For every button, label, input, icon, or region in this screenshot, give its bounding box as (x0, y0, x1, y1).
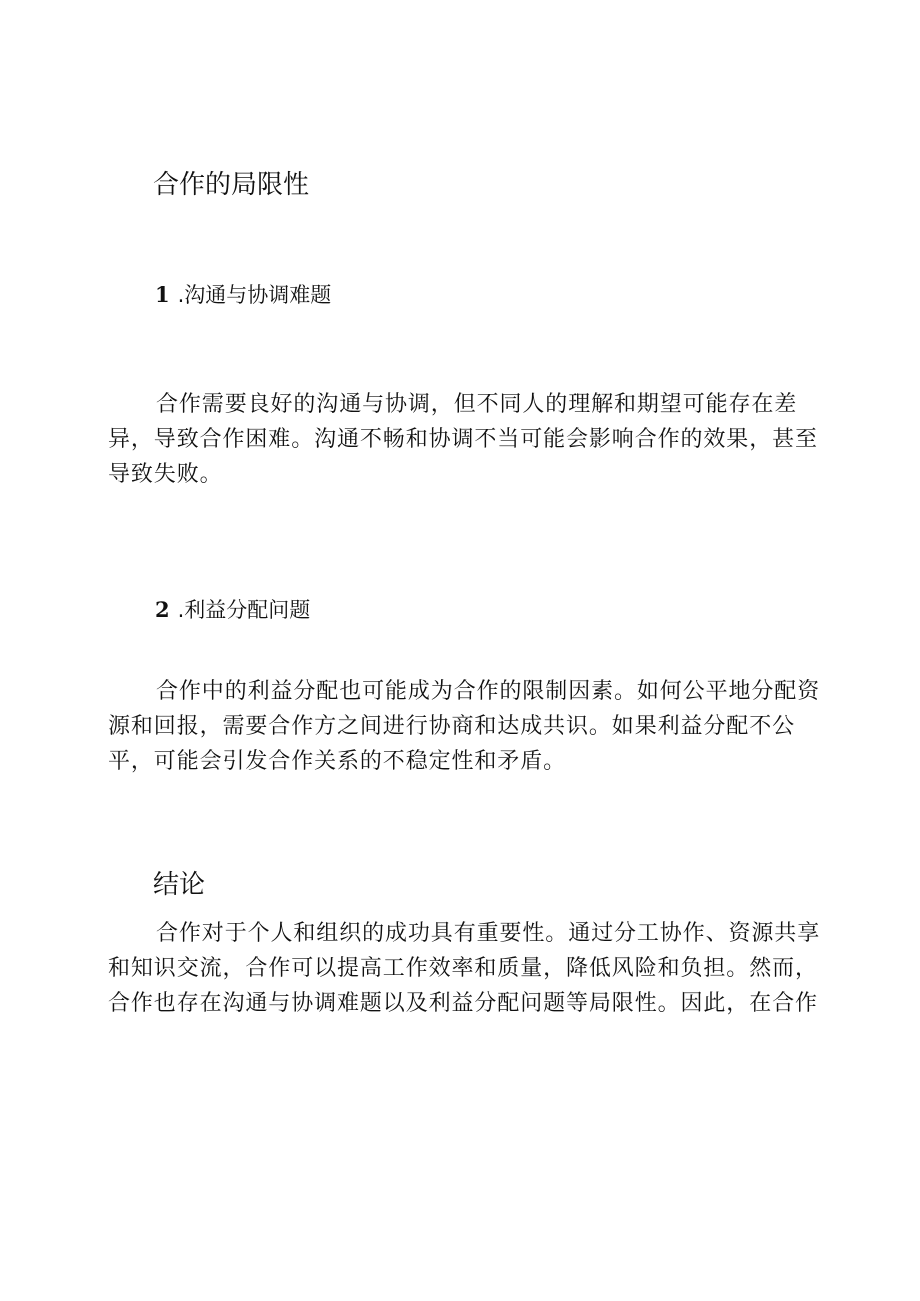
limitations-heading: 合作的局限性 (153, 170, 310, 200)
conclusion-heading: 结论 (153, 870, 206, 900)
subsection-benefit-distribution (155, 596, 310, 624)
subsection-title: .沟通与协调难题 (177, 283, 332, 307)
paragraph-benefit-distribution: 合作中的利益分配也可能成为合作的限制因素。如何公平地分配资源和回报，需要合作方之间进行协商和达成共识。如果利益分配不公平，可能会引发合作关系的不稳定性和矛盾。 (108, 679, 821, 774)
subsection-communication (155, 281, 331, 309)
paragraph-conclusion: 合作对于个人和组织的成功具有重要性。通过分工协作、资源共享和知识交流，合作可以提高工作效率和质量，降低风险和负担。然而，合作也存在沟通与协调难题以及利益分配问题等局限性。因此，在合作 (108, 921, 821, 1016)
paragraph-communication: 合作需要良好的沟通与协调，但不同人的理解和期望可能存在差异，导致合作困难。沟通不畅和协调不当可能会影响合作的效果，甚至导致失败。 (108, 392, 818, 487)
subsection-number: 1 (155, 282, 170, 307)
subsection-title: .利益分配问题 (177, 598, 311, 622)
subsection-number: 2 (155, 597, 170, 622)
